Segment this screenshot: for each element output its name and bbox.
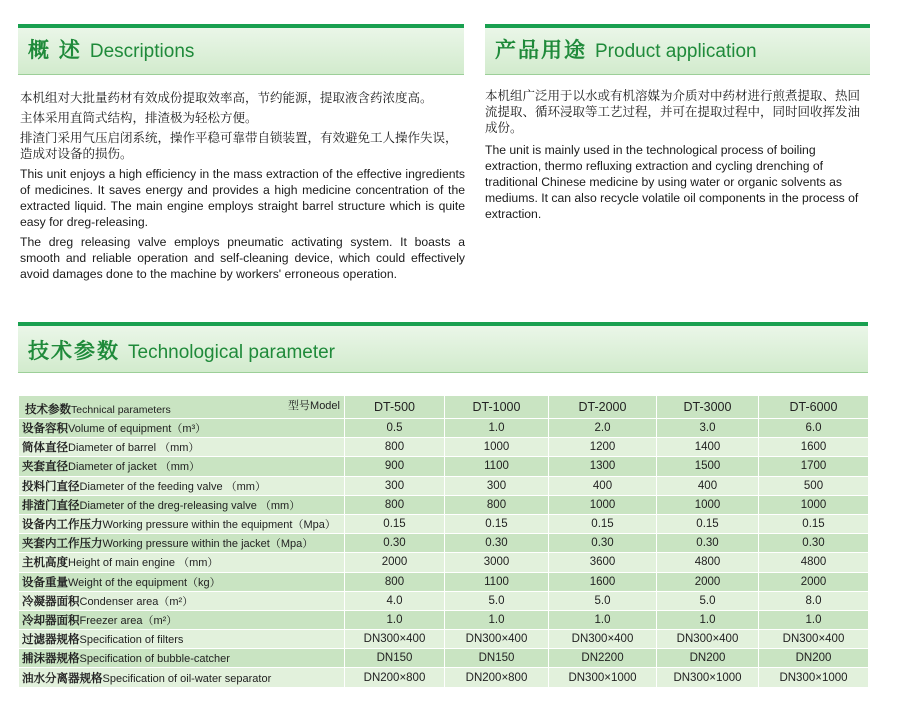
parameter-value-cell: 0.30 <box>549 534 657 553</box>
descriptions-title-en: Descriptions <box>89 41 195 62</box>
parameter-value-cell: 300 <box>345 476 445 495</box>
header-param-en: Technical parameters <box>71 404 171 416</box>
parameter-value-cell: DN150 <box>445 649 549 668</box>
parameter-label <box>19 553 345 572</box>
parameter-value-cell: 800 <box>445 495 549 514</box>
parameter-value-cell: DN300×1000 <box>549 668 657 687</box>
table-header-label <box>19 396 345 419</box>
descriptions-text <box>20 90 465 286</box>
parameter-label <box>19 649 345 668</box>
parameter-value-cell: 0.15 <box>759 514 869 533</box>
table-row <box>19 534 869 553</box>
parameter-value-cell: 0.30 <box>345 534 445 553</box>
parameter-label-zh: 夹套直径 <box>22 461 68 474</box>
parameter-label <box>19 457 345 476</box>
table-row <box>19 438 869 457</box>
parameter-value-cell: 0.15 <box>549 514 657 533</box>
table-row <box>19 668 869 687</box>
parameter-label <box>19 591 345 610</box>
parameter-value-cell: 1000 <box>445 438 549 457</box>
table-row <box>19 514 869 533</box>
parameter-value-cell: 1000 <box>549 495 657 514</box>
parameter-label-zh: 油水分离器规格 <box>22 672 103 685</box>
parameter-value-cell: 0.30 <box>445 534 549 553</box>
parameter-value-cell: 1.0 <box>445 419 549 438</box>
parameter-label-zh: 主机高度 <box>22 557 68 570</box>
parameter-label <box>19 419 345 438</box>
parameter-value-cell: 4800 <box>657 553 759 572</box>
parameter-label-zh: 捕沫器规格 <box>22 653 80 666</box>
parameter-value-cell: 500 <box>759 476 869 495</box>
parameter-label-en: Condenser area（m²） <box>79 595 194 608</box>
table-row <box>19 495 869 514</box>
parameter-label-zh: 设备容积 <box>22 423 68 436</box>
parameter-label <box>19 495 345 514</box>
parameter-label-zh: 设备重量 <box>22 576 68 589</box>
parameter-value-cell: 2000 <box>345 553 445 572</box>
parameter-label <box>19 514 345 533</box>
parameters-title-en: Technological parameter <box>128 342 336 363</box>
parameter-value-cell: 1700 <box>759 457 869 476</box>
parameter-value-cell: DN300×400 <box>657 630 759 649</box>
parameter-value-cell: 0.15 <box>657 514 759 533</box>
parameter-table-body <box>19 396 869 688</box>
table-row <box>19 553 869 572</box>
parameter-label-zh: 筒体直径 <box>22 442 68 455</box>
parameter-label <box>19 438 345 457</box>
parameter-label <box>19 610 345 629</box>
parameter-label <box>19 572 345 591</box>
parameter-label-en: Specification of filters <box>79 634 184 647</box>
model-header-cell: DT-3000 <box>657 396 759 419</box>
parameter-value-cell: DN200 <box>657 649 759 668</box>
model-header-cell: DT-2000 <box>549 396 657 419</box>
parameter-value-cell: 1100 <box>445 457 549 476</box>
parameter-value-cell: 1600 <box>759 438 869 457</box>
parameter-table <box>18 395 869 688</box>
parameter-label-en: Working pressure within the equipment（Mpa） <box>102 519 336 532</box>
parameters-title-zh: 技术参数 <box>28 340 120 363</box>
parameter-value-cell: 900 <box>345 457 445 476</box>
parameter-value-cell: 0.30 <box>759 534 869 553</box>
parameter-value-cell: DN300×400 <box>445 630 549 649</box>
parameter-value-cell: 800 <box>345 438 445 457</box>
table-row <box>19 476 869 495</box>
application-title-zh: 产品用途 <box>495 39 587 62</box>
parameter-value-cell: 0.30 <box>657 534 759 553</box>
parameter-label-zh: 排渣门直径 <box>22 499 80 512</box>
parameter-label-zh: 冷凝器面积 <box>22 595 80 608</box>
parameter-value-cell: 400 <box>549 476 657 495</box>
parameter-value-cell: 5.0 <box>445 591 549 610</box>
parameter-value-cell: 1000 <box>759 495 869 514</box>
table-row <box>19 610 869 629</box>
parameter-value-cell: 1600 <box>549 572 657 591</box>
parameter-value-cell: 8.0 <box>759 591 869 610</box>
parameter-label-en: Diameter of jacket （mm） <box>68 461 201 474</box>
parameter-value-cell: 1200 <box>549 438 657 457</box>
parameter-value-cell: DN200×800 <box>445 668 549 687</box>
model-header-cell: DT-500 <box>345 396 445 419</box>
descriptions-zh-1: 本机组对大批量药材有效成份提取效率高，节约能源，提取液含药浓度高。 <box>20 91 433 105</box>
parameter-value-cell: 800 <box>345 572 445 591</box>
parameter-value-cell: 3000 <box>445 553 549 572</box>
parameter-value-cell: 1500 <box>657 457 759 476</box>
parameter-value-cell: 1100 <box>445 572 549 591</box>
parameter-value-cell: DN200 <box>759 649 869 668</box>
parameter-value-cell: 3600 <box>549 553 657 572</box>
parameter-value-cell: 2000 <box>759 572 869 591</box>
descriptions-zh-2: 主体采用直筒式结构，排渣极为轻松方便。 <box>20 111 258 125</box>
parameter-value-cell: 300 <box>445 476 549 495</box>
parameter-value-cell: 1.0 <box>657 610 759 629</box>
parameter-label-en: Volume of equipment（m³） <box>68 423 207 436</box>
parameter-label-en: Diameter of barrel （mm） <box>68 442 200 455</box>
descriptions-en-2: The dreg releasing valve employs pneumatic activating system. It boasts a smooth and reliable operation and self-cleaning device, which could effectively avoid damages done to the machine by workers' erroneous operation. <box>20 235 465 281</box>
parameter-label-zh: 过滤器规格 <box>22 634 80 647</box>
parameter-label-en: Diameter of the feeding valve （mm） <box>79 480 266 493</box>
parameters-header <box>18 322 868 373</box>
parameter-label-en: Diameter of the dreg-releasing valve （mm） <box>79 499 301 512</box>
parameter-label-en: Working pressure within the jacket（Mpa） <box>102 538 314 551</box>
table-row <box>19 649 869 668</box>
parameter-label-en: Specification of bubble-catcher <box>79 653 230 666</box>
parameter-value-cell: DN200×800 <box>345 668 445 687</box>
parameter-label-zh: 设备内工作压力 <box>22 519 103 532</box>
descriptions-title-zh: 概 述 <box>28 39 82 62</box>
model-header-cell: DT-6000 <box>759 396 869 419</box>
parameter-label-en: Specification of oil-water separator <box>102 672 272 685</box>
parameter-value-cell: 1300 <box>549 457 657 476</box>
header-param-zh: 技术参数 <box>25 404 71 416</box>
application-title-en: Product application <box>595 41 757 62</box>
parameter-value-cell: 5.0 <box>549 591 657 610</box>
parameter-value-cell: 2000 <box>657 572 759 591</box>
parameter-value-cell: 3.0 <box>657 419 759 438</box>
parameter-label <box>19 476 345 495</box>
model-header-cell: DT-1000 <box>445 396 549 419</box>
parameter-value-cell: 0.5 <box>345 419 445 438</box>
parameter-value-cell: 1.0 <box>345 610 445 629</box>
parameter-value-cell: 0.15 <box>445 514 549 533</box>
parameter-value-cell: 4800 <box>759 553 869 572</box>
parameter-value-cell: 1.0 <box>549 610 657 629</box>
parameter-value-cell: 6.0 <box>759 419 869 438</box>
descriptions-zh-3: 排渣门采用气压启闭系统，操作平稳可靠带自锁装置，有效避免工人操作失误，造成对设备的损伤。 <box>20 131 458 161</box>
table-row <box>19 591 869 610</box>
parameter-value-cell: DN300×400 <box>759 630 869 649</box>
header-model-label: 型号Model <box>288 400 340 412</box>
parameter-value-cell: 0.15 <box>345 514 445 533</box>
application-zh: 本机组广泛用于以水或有机溶媒为介质对中药材进行煎煮提取、热回流提取、循环浸取等工艺过程，并可在提取过程中，同时回收挥发油成份。 <box>485 89 861 135</box>
parameter-value-cell: 1.0 <box>759 610 869 629</box>
descriptions-en-1: This unit enjoys a high efficiency in the mass extraction of the effective ingredients of medicines. It saves energy and provides a high medicine concentration of the extracted liquid. The main engine employs straight barrel structure which is quite easy for dreg-releasing. <box>20 167 465 229</box>
parameter-label-zh: 冷却器面积 <box>22 614 80 627</box>
parameter-value-cell: DN2200 <box>549 649 657 668</box>
descriptions-header <box>18 24 464 75</box>
parameter-value-cell: DN300×400 <box>345 630 445 649</box>
parameter-value-cell: 800 <box>345 495 445 514</box>
parameter-label <box>19 668 345 687</box>
parameter-label <box>19 534 345 553</box>
application-header <box>485 24 870 75</box>
parameter-label <box>19 630 345 649</box>
parameter-value-cell: DN150 <box>345 649 445 668</box>
parameter-label-en: Weight of the equipment（kg） <box>68 576 221 589</box>
application-en: The unit is mainly used in the technological process of boiling extraction, thermo refluxing extraction and cycling drenching of traditional Chinese medicine by using water or organic solvents as mediums. It can also recycle volatile oil components in the process of extraction. <box>485 143 859 221</box>
table-row <box>19 572 869 591</box>
parameter-value-cell: 1000 <box>657 495 759 514</box>
parameter-value-cell: 400 <box>657 476 759 495</box>
table-row <box>19 630 869 649</box>
parameter-value-cell: DN300×1000 <box>657 668 759 687</box>
parameter-label-en: Freezer area（m²） <box>79 614 178 627</box>
table-header-row <box>19 396 869 419</box>
parameter-value-cell: DN300×1000 <box>759 668 869 687</box>
table-row <box>19 419 869 438</box>
parameter-value-cell: 5.0 <box>657 591 759 610</box>
parameter-value-cell: 1400 <box>657 438 759 457</box>
parameter-label-zh: 投料门直径 <box>22 480 80 493</box>
parameter-label-en: Height of main engine （mm） <box>68 557 219 570</box>
parameter-value-cell: 2.0 <box>549 419 657 438</box>
parameter-value-cell: DN300×400 <box>549 630 657 649</box>
parameter-value-cell: 1.0 <box>445 610 549 629</box>
parameter-value-cell: 4.0 <box>345 591 445 610</box>
table-row <box>19 457 869 476</box>
application-text <box>485 88 870 226</box>
parameter-label-zh: 夹套内工作压力 <box>22 538 103 551</box>
